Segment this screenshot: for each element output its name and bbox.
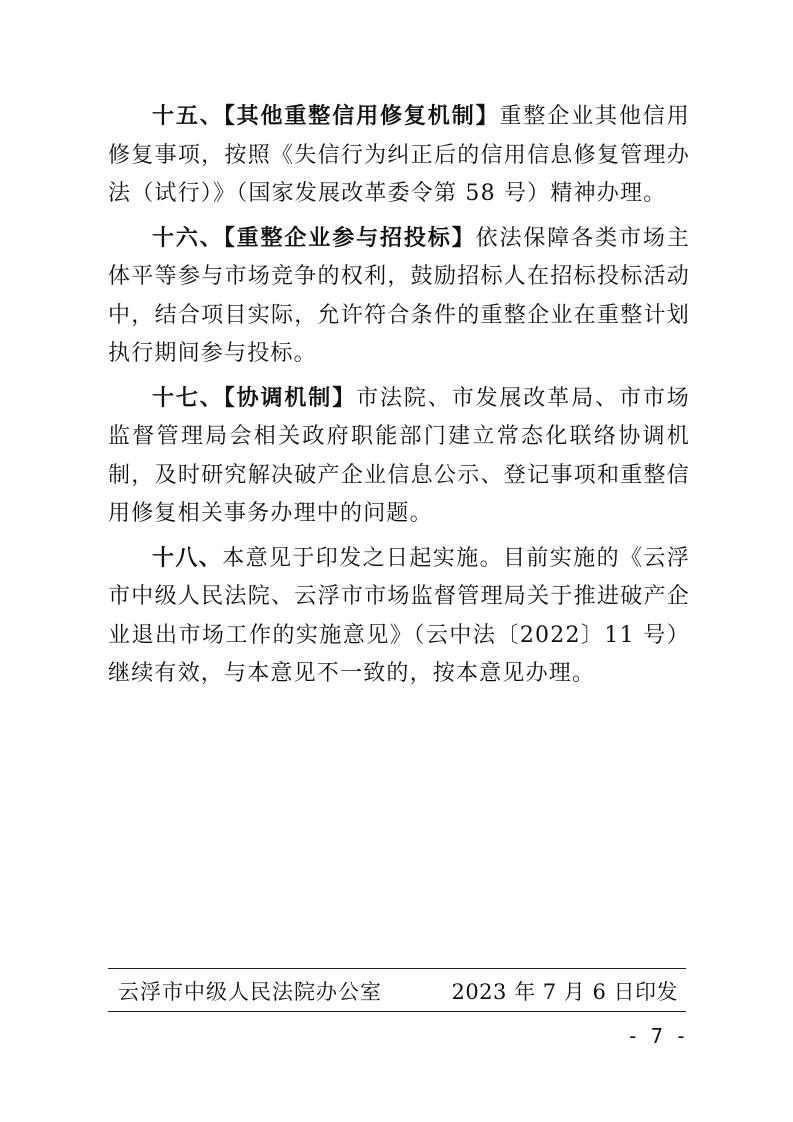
paragraph-number: 十八、 — [152, 545, 223, 571]
issuing-office: 云浮市中级人民法院办公室 — [118, 980, 382, 1004]
paragraph-number: 十六、 — [152, 225, 224, 251]
paragraph-number: 十五、 — [152, 104, 224, 129]
paragraph-number: 十七、 — [152, 385, 224, 411]
paragraph-text: 依法保障各类市场主体平等参与市场竞争的权利，鼓励招标人在招标投标活动中，结合项目实际，允许符合条件的重整企业在重整计划执行期间参与投标。 — [108, 225, 690, 366]
document-body — [108, 98, 690, 700]
paragraph-heading: 【重整企业参与招投标】 — [223, 225, 476, 251]
issue-date: 2023 年 7 月 6 日印发 — [451, 980, 678, 1004]
issuance-footer — [108, 968, 686, 1012]
paragraph-16 — [108, 220, 690, 374]
paragraph-15 — [108, 98, 690, 214]
paragraph-text: 市法院、市发展改革局、市市场监督管理局会相关政府职能部门建立常态化联络协调机制，及时研究解决破产企业信息公示、登记事项和重整信用修复相关事务办理中的问题。 — [108, 385, 690, 526]
paragraph-heading: 【协调机制】 — [223, 385, 357, 411]
paragraph-text: 本意见于印发之日起实施。目前实施的《云浮市中级人民法院、云浮市市场监督管理局关于推进破产企业退出市场工作的实施意见》（云中法〔2022〕11 号）继续有效，与本意见不一致的，按本意见办理。 — [108, 545, 690, 686]
page-number: - 7 - — [626, 1024, 687, 1048]
paragraph-heading: 【其他重整信用修复机制】 — [223, 104, 500, 129]
paragraph-18 — [108, 540, 690, 694]
paragraph-text: 重整企业其他信用修复事项，按照《失信行为纠正后的信用信息修复管理办法（试行）》（国家发展改革委令第 58 号）精神办理。 — [108, 104, 690, 206]
paragraph-17 — [108, 380, 690, 534]
